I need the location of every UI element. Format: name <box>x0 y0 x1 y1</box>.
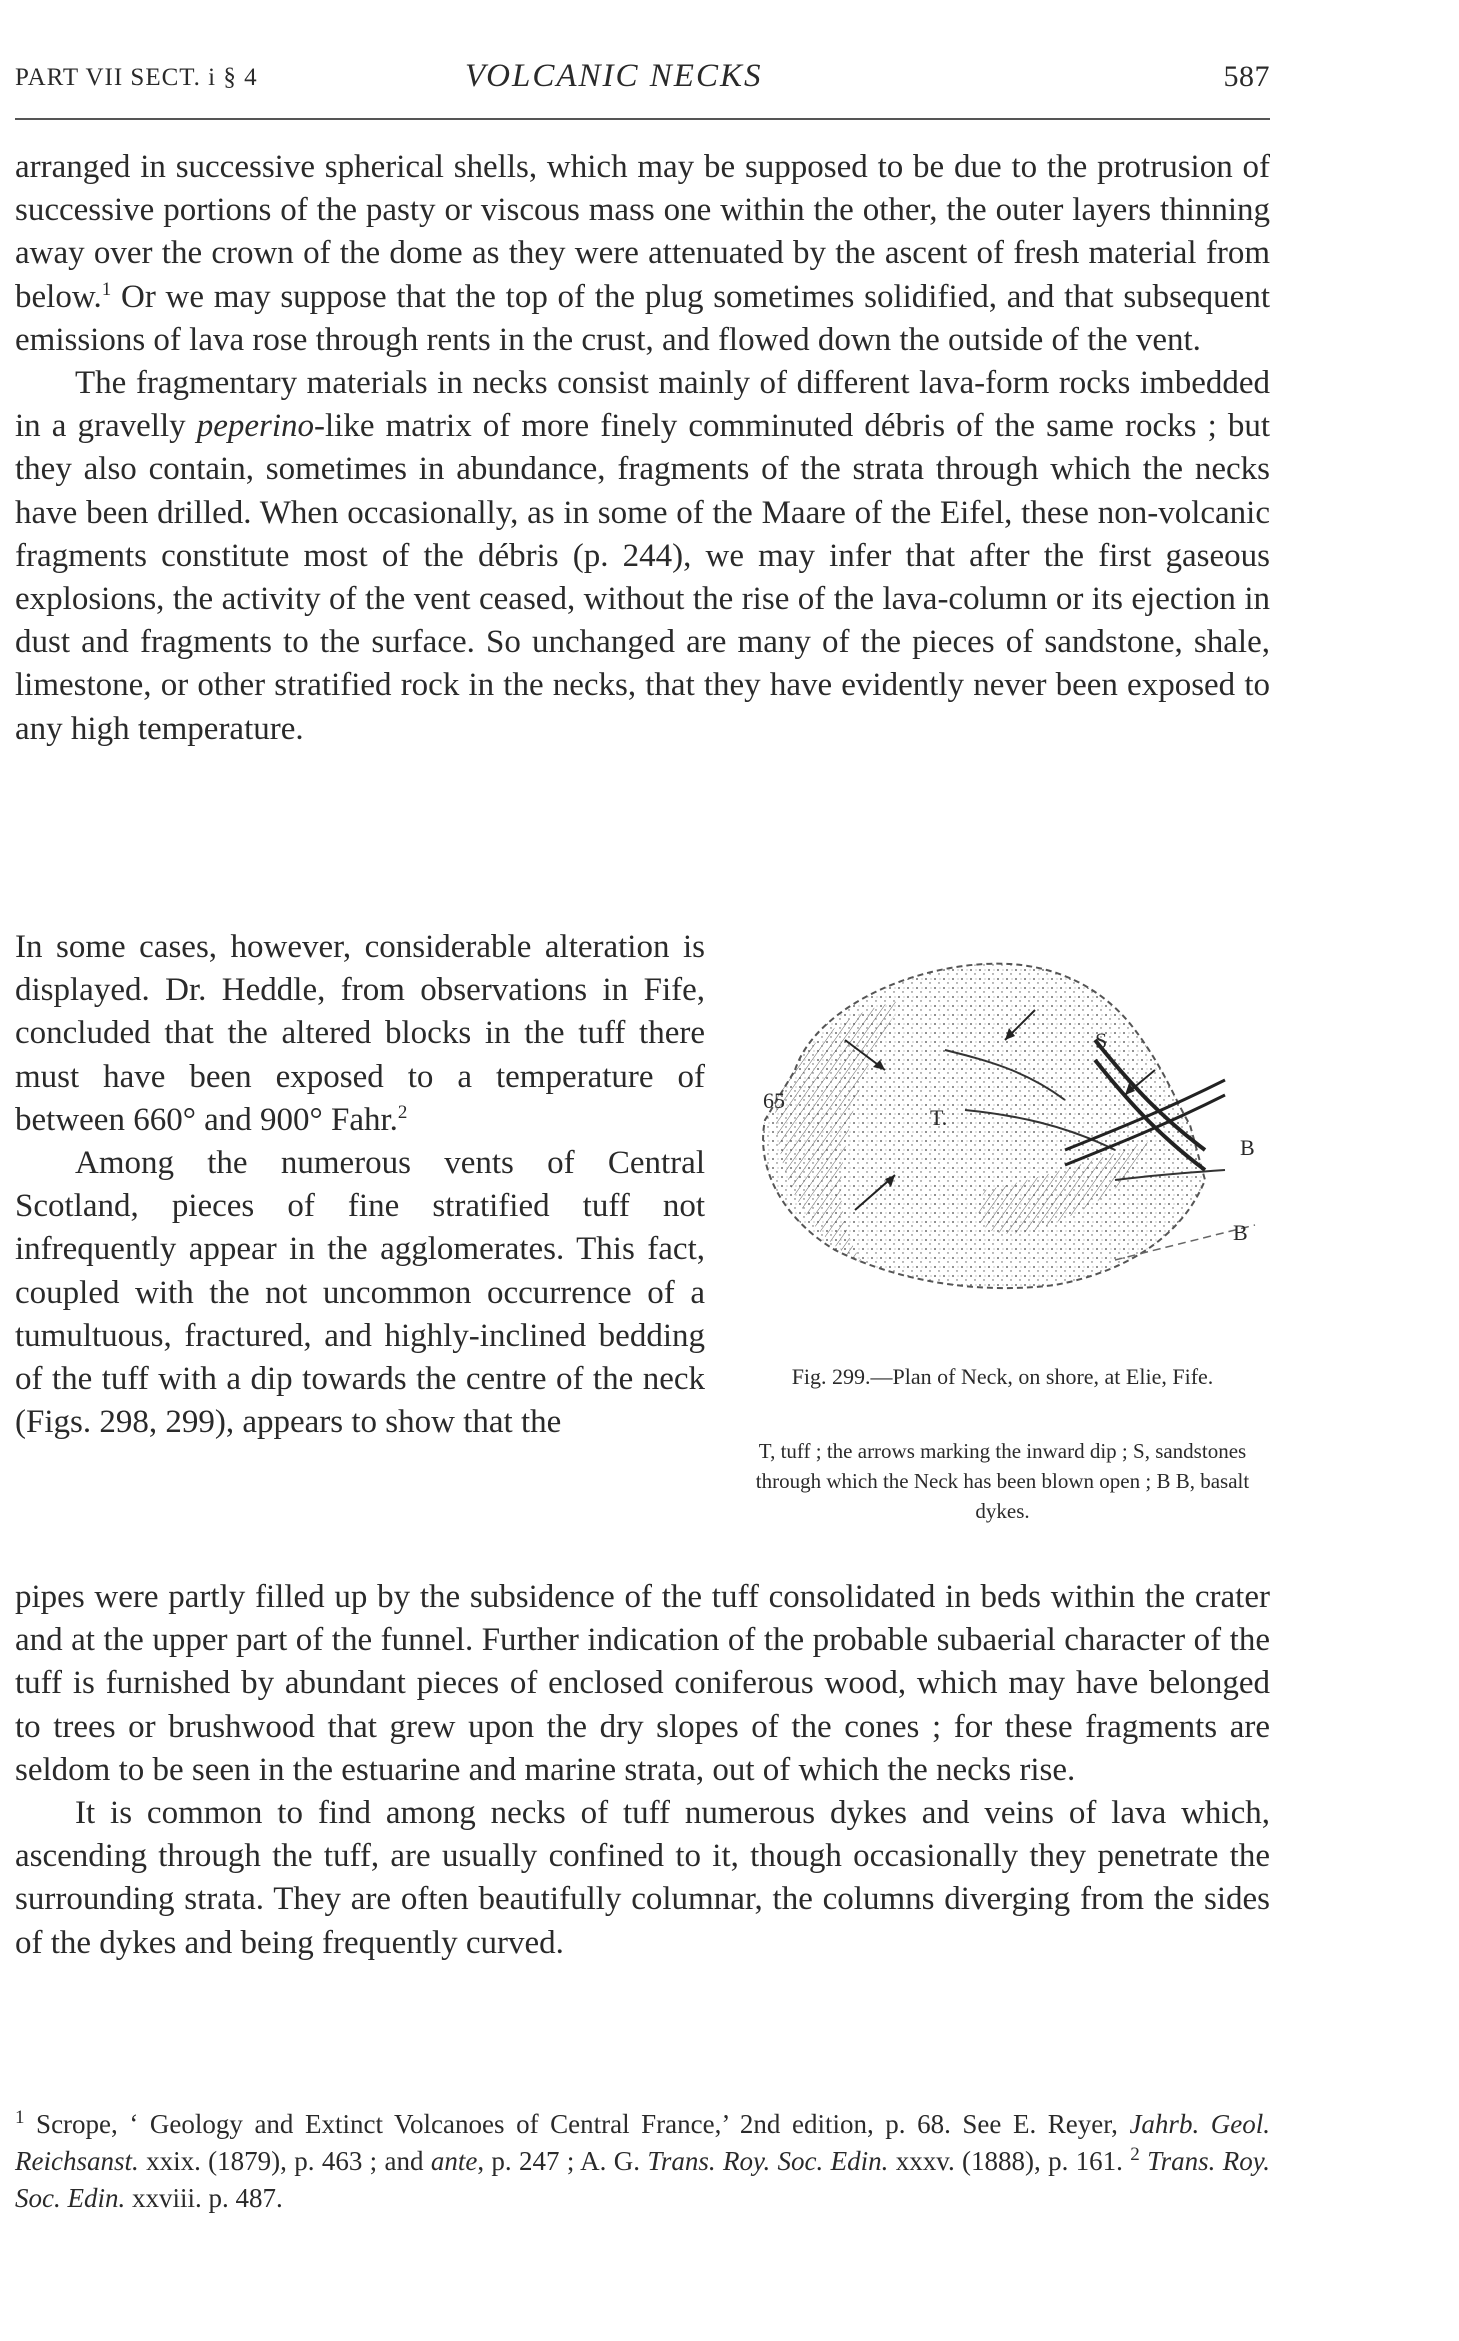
neck-plan-illustration <box>735 950 1270 1350</box>
footnote-2-text: xxviii. p. 487. <box>125 2183 283 2213</box>
paragraph-2 <box>15 362 1270 751</box>
body-text-column <box>15 926 705 1444</box>
paragraph-1 <box>15 146 1270 362</box>
footnote-ref-1: 1 <box>101 278 112 300</box>
section-reference: PART VII SECT. i § 4 <box>15 64 258 91</box>
chapter-title: VOLCANIC NECKS <box>465 58 763 94</box>
footnote-1-journal: Jahrb. Geol. Reichsanst. <box>15 2109 1270 2176</box>
body-text-top <box>15 146 1270 751</box>
footnote-2-trans: Trans. Roy. Soc. Edin. <box>15 2146 1270 2213</box>
paragraph-2-text-cont: -like matrix of more finely comminuted débris of the same rocks ; but they also contain, sometimes in abundance, fragments of the strata through which the necks have been drilled. When occasionally, as in some of the Maare of the Eifel, these non-volcanic fragments constitute most of the débris (p. 244), we may infer that after the first gaseous explosions, the activity of the vent ceased, without the rise of the lava-column or its ejection in dust and fragments to the surface. So unchanged are many of the pieces of sandstone, shale, limestone, or other stratified rock in the necks, that they have evidently never been exposed to any high temperature. <box>15 408 1270 747</box>
footnote-1-text-b: xxix. (1879), p. 463 ; and <box>138 2146 431 2176</box>
footnote-1-ante: ante <box>430 2146 478 2176</box>
paragraph-4: It is common to find among necks of tuff numerous dykes and veins of lava which, ascending through the tuff, are usually confined to it, though occasionally they penetrate the surrounding strata. They are often beautifully columnar, the columns diverging from the sides of the dykes and being frequently curved. <box>15 1795 1270 1961</box>
paragraph-2-end-text: In some cases, however, considerable alteration is displayed. Dr. Heddle, from observations in Fife, concluded that the altered blocks in the tuff there must have been exposed to a temperature of between 660° and 900° Fahr. <box>15 929 705 1138</box>
footnote-ref-2: 2 <box>397 1101 408 1123</box>
figure-299 <box>735 950 1270 1350</box>
footnote-2-mark: 2 <box>1130 2144 1140 2165</box>
paragraph-1-text-cont: Or we may suppose that the top of the plug sometimes solidified, and that subsequent emissions of lava rose through rents in the crust, and flowed down the outside of the vent. <box>15 278 1270 358</box>
footnote-1-mark: 1 <box>15 2107 25 2128</box>
page-number: 587 <box>1223 60 1270 93</box>
footnotes <box>15 2106 1270 2217</box>
body-text-bottom <box>15 1576 1270 1965</box>
footnote-1-text-c: , p. 247 ; A. G. <box>477 2146 648 2176</box>
sandstone-label: S <box>1095 1028 1108 1053</box>
peperino-term: peperino <box>196 408 315 445</box>
basalt-label-1: B <box>1240 1135 1255 1160</box>
footnote-1 <box>15 2106 1270 2217</box>
dip-label: 65 <box>763 1088 785 1113</box>
footnote-1-trans: Trans. Roy. Soc. Edin. <box>647 2146 889 2176</box>
paragraph-3 <box>15 1142 705 1444</box>
header-rule <box>15 118 1270 120</box>
tuff-label: T. <box>930 1105 948 1130</box>
figure-caption: Fig. 299.—Plan of Neck, on shore, at Elie, Fife. <box>791 1364 1214 1389</box>
paragraph-1-text: arranged in successive spherical shells, which may be supposed to be due to the protrusion of successive portions of the pasty or viscous mass one within the other, the outer layers thinning away over the crown of the dome as they were attenuated by the ascent of fresh material from below. <box>15 149 1270 315</box>
paragraph-3-cont: pipes were partly filled up by the subsidence of the tuff consolidated in beds within the crater and at the upper part of the funnel. Further indication of the probable subaerial character of the tuff is furnished by abundant pieces of enclosed coniferous wood, which may have belonged to trees or brushwood that grew upon the dry slopes of the cones ; for these fragments are seldom to be seen in the estuarine and marine strata, out of which the necks rise. <box>15 1579 1270 1788</box>
basalt-label-2: B <box>1233 1220 1248 1245</box>
paragraph-2-end <box>15 926 705 1142</box>
footnote-1-text: Scrope, ‘ Geology and Extinct Volcanoes of Central France,’ 2nd edition, p. 68. See E. Reyer, <box>24 2109 1130 2139</box>
figure-legend: T, tuff ; the arrows marking the inward dip ; S, sandstones through which the Neck has been blown open ; B B, basalt dykes. <box>755 1439 1250 1523</box>
running-head <box>15 58 1270 102</box>
paragraph-2-text: The fragmentary materials in necks consist mainly of different lava-form rocks imbedded in a gravelly <box>15 365 1270 445</box>
footnote-1-text-d: xxxv. (1888), p. 161. <box>888 2146 1123 2176</box>
paragraph-3-text: Among the numerous vents of Central Scotland, pieces of fine stratified tuff not infrequently appear in the agglomerates. This fact, coupled with the not uncommon occurrence of a tumultuous, fractured, and highly-inclined bedding of the tuff with a dip towards the centre of the neck (Figs. 298, 299), appears to show that the <box>15 1145 705 1441</box>
